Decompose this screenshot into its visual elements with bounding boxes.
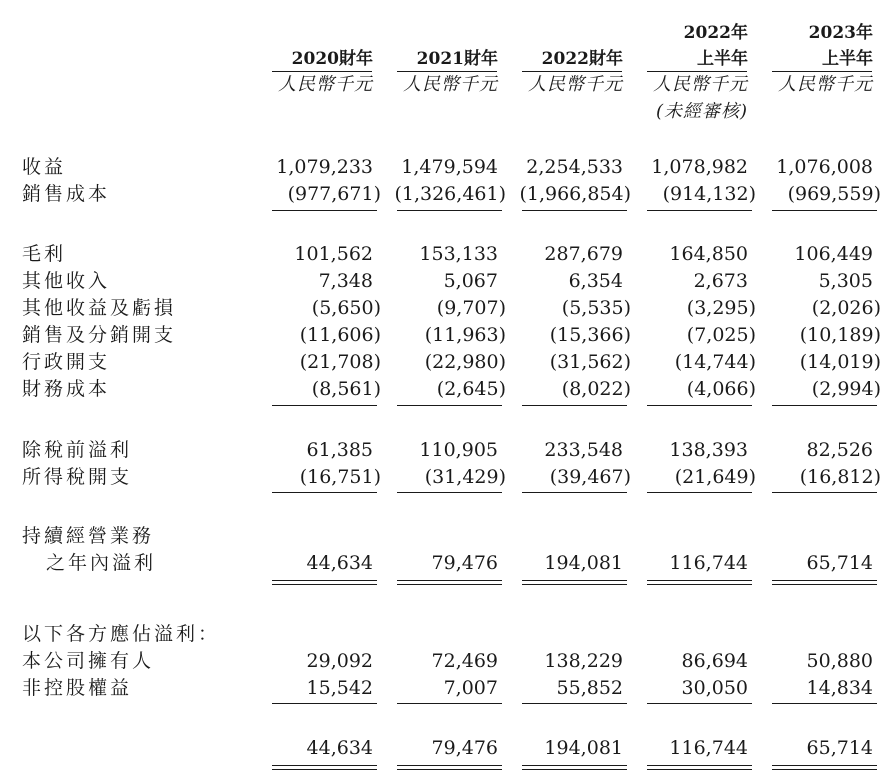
subtotal-rule	[647, 492, 752, 493]
total-double-rule	[647, 765, 752, 770]
cell-value: 1,078,982	[651, 156, 748, 178]
cell-value: (7,025)	[686, 324, 756, 346]
cell-value: (4,066)	[686, 378, 756, 400]
cell-value: 44,634	[306, 552, 373, 574]
cell-value: 101,562	[294, 243, 373, 265]
column-header-2021: 2021財年	[416, 49, 498, 69]
cell-value: 55,852	[556, 677, 623, 699]
table-row	[0, 154, 894, 180]
total-double-rule	[772, 580, 877, 585]
column-header-2022h1-year: 2022年	[683, 23, 748, 43]
subtotal-rule	[522, 492, 627, 493]
row-label: 銷售成本	[22, 183, 111, 205]
cell-value: (31,562)	[549, 351, 631, 373]
cell-value: (914,132)	[662, 183, 756, 205]
total-double-rule	[522, 765, 627, 770]
row-label: 之年內溢利	[46, 552, 157, 574]
subtotal-rule	[772, 405, 877, 406]
row-label: 毛利	[22, 243, 67, 265]
cell-value: 44,634	[306, 737, 373, 759]
cell-value: 30,050	[681, 677, 748, 699]
row-label: 以下各方應佔溢利：	[22, 623, 221, 645]
subtotal-rule	[647, 703, 752, 704]
column-note-unaudited: (未經審核)	[655, 101, 748, 122]
cell-value: (21,708)	[299, 351, 381, 373]
total-double-rule	[397, 765, 502, 770]
table-row	[0, 621, 894, 647]
cell-value: 194,081	[544, 552, 623, 574]
row-label: 銷售及分銷開支	[22, 324, 177, 346]
cell-value: (14,744)	[674, 351, 756, 373]
row-label: 其他收益及虧損	[22, 297, 177, 319]
row-label: 財務成本	[22, 378, 111, 400]
cell-value: (10,189)	[799, 324, 881, 346]
subtotal-rule	[272, 405, 377, 406]
cell-value: (16,812)	[799, 466, 881, 488]
cell-value: 138,393	[669, 439, 748, 461]
column-header-2023h1-year: 2023年	[808, 23, 873, 43]
cell-value: (14,019)	[799, 351, 881, 373]
cell-value: 65,714	[806, 552, 873, 574]
cell-value: 116,744	[669, 737, 748, 759]
column-unit-2022: 人民幣千元	[528, 74, 623, 95]
header-underline	[647, 71, 747, 72]
subtotal-rule	[647, 210, 752, 211]
subtotal-rule	[397, 210, 502, 211]
total-double-rule	[772, 765, 877, 770]
column-unit-2023h1: 人民幣千元	[778, 74, 873, 95]
table-row	[0, 735, 894, 761]
cell-value: 153,133	[419, 243, 498, 265]
cell-value: 164,850	[669, 243, 748, 265]
cell-value: (969,559)	[787, 183, 881, 205]
table-row	[0, 268, 894, 294]
cell-value: (31,429)	[424, 466, 506, 488]
table-row	[0, 648, 894, 674]
cell-value: (15,366)	[549, 324, 631, 346]
cell-value: 1,079,233	[276, 156, 373, 178]
cell-value: (5,535)	[561, 297, 631, 319]
column-header-2020: 2020財年	[291, 49, 373, 69]
column-unit-2020: 人民幣千元	[278, 74, 373, 95]
cell-value: 5,067	[443, 270, 498, 292]
table-row	[0, 349, 894, 375]
table-row	[0, 675, 894, 701]
subtotal-rule	[647, 405, 752, 406]
cell-value: 50,880	[806, 650, 873, 672]
subtotal-rule	[522, 703, 627, 704]
table-row	[0, 322, 894, 348]
cell-value: 7,348	[318, 270, 373, 292]
cell-value: 110,905	[419, 439, 498, 461]
cell-value: 6,354	[568, 270, 623, 292]
table-row	[0, 181, 894, 207]
header-underline	[522, 71, 622, 72]
cell-value: 106,449	[794, 243, 873, 265]
cell-value: (2,026)	[811, 297, 881, 319]
subtotal-rule	[772, 703, 877, 704]
cell-value: 72,469	[431, 650, 498, 672]
total-double-rule	[647, 580, 752, 585]
total-double-rule	[522, 580, 627, 585]
table-row	[0, 241, 894, 267]
cell-value: 1,076,008	[776, 156, 873, 178]
subtotal-rule	[522, 405, 627, 406]
cell-value: 138,229	[544, 650, 623, 672]
cell-value: 2,673	[693, 270, 748, 292]
column-header-2022h1-period: 上半年	[697, 49, 748, 69]
header-underline	[397, 71, 497, 72]
column-unit-2021: 人民幣千元	[403, 74, 498, 95]
subtotal-rule	[397, 703, 502, 704]
cell-value: (39,467)	[549, 466, 631, 488]
cell-value: 2,254,533	[526, 156, 623, 178]
subtotal-rule	[772, 210, 877, 211]
row-label: 除稅前溢利	[22, 439, 133, 461]
cell-value: 1,479,594	[401, 156, 498, 178]
cell-value: (9,707)	[436, 297, 506, 319]
row-label: 其他收入	[22, 270, 111, 292]
table-row	[0, 376, 894, 402]
cell-value: 5,305	[818, 270, 873, 292]
table-row	[0, 295, 894, 321]
cell-value: 116,744	[669, 552, 748, 574]
column-header-2023h1-period: 上半年	[822, 49, 873, 69]
subtotal-rule	[522, 210, 627, 211]
header-underline	[772, 71, 872, 72]
cell-value: (11,606)	[299, 324, 381, 346]
table-row	[0, 464, 894, 490]
column-header-2022: 2022財年	[541, 49, 623, 69]
cell-value: (2,645)	[436, 378, 506, 400]
cell-value: 61,385	[306, 439, 373, 461]
cell-value: (3,295)	[686, 297, 756, 319]
total-double-rule	[272, 580, 377, 585]
cell-value: (8,022)	[561, 378, 631, 400]
cell-value: (8,561)	[311, 378, 381, 400]
subtotal-rule	[272, 703, 377, 704]
total-double-rule	[397, 580, 502, 585]
row-label: 收益	[22, 156, 67, 178]
row-label: 行政開支	[22, 351, 111, 373]
cell-value: (21,649)	[674, 466, 756, 488]
cell-value: 14,834	[806, 677, 873, 699]
cell-value: 287,679	[544, 243, 623, 265]
subtotal-rule	[397, 405, 502, 406]
cell-value: (16,751)	[299, 466, 381, 488]
cell-value: 15,542	[306, 677, 373, 699]
cell-value: (5,650)	[311, 297, 381, 319]
cell-value: 79,476	[431, 737, 498, 759]
row-label: 所得稅開支	[22, 466, 133, 488]
cell-value: (1,326,461)	[394, 183, 506, 205]
total-double-rule	[272, 765, 377, 770]
subtotal-rule	[772, 492, 877, 493]
cell-value: (11,963)	[424, 324, 506, 346]
cell-value: (977,671)	[287, 183, 381, 205]
row-label: 本公司擁有人	[22, 650, 155, 672]
cell-value: 233,548	[544, 439, 623, 461]
subtotal-rule	[272, 210, 377, 211]
subtotal-rule	[272, 492, 377, 493]
header-underline	[272, 71, 372, 72]
cell-value: 7,007	[443, 677, 498, 699]
cell-value: (22,980)	[424, 351, 506, 373]
row-label: 非控股權益	[22, 677, 133, 699]
cell-value: 194,081	[544, 737, 623, 759]
cell-value: 79,476	[431, 552, 498, 574]
table-row	[0, 550, 894, 576]
subtotal-rule	[397, 492, 502, 493]
cell-value: (2,994)	[811, 378, 881, 400]
row-label: 持續經營業務	[22, 525, 155, 547]
cell-value: 86,694	[681, 650, 748, 672]
cell-value: 82,526	[806, 439, 873, 461]
table-row	[0, 523, 894, 549]
column-unit-2022h1: 人民幣千元	[653, 74, 748, 95]
cell-value: (1,966,854)	[519, 183, 631, 205]
cell-value: 65,714	[806, 737, 873, 759]
table-row	[0, 437, 894, 463]
cell-value: 29,092	[306, 650, 373, 672]
